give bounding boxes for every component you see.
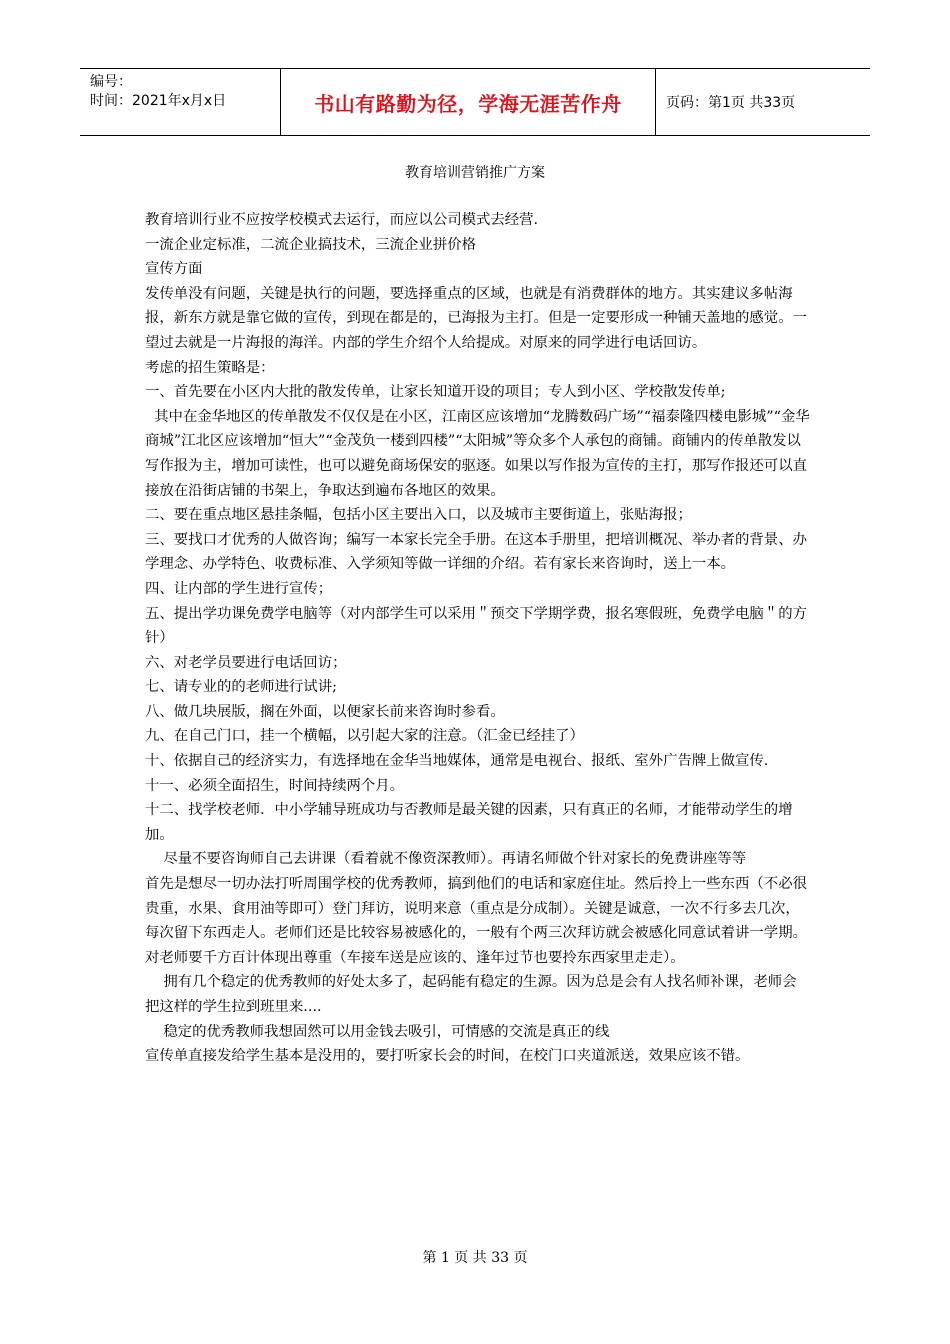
body-paragraph: 二、要在重点地区悬挂条幅，包括小区主要出入口，以及城市主要街道上，张贴海报； [145,507,692,524]
header-meta [80,69,280,135]
body-paragraph: 十、依据自己的经济实力，有选择地在金华当地媒体，通常是电视台、报纸、室外广告牌上做宣传. [145,753,769,770]
header-page-number: 页码：第1页 共33页 [666,95,796,111]
body-paragraph: 一、首先要在小区内大批的散发传单，让家长知道开设的项目；专人到小区、学校散发传单; [145,384,726,401]
body-paragraph: 宣传单直接发给学生基本是没用的，要打听家长会的时间，在校门口夹道派送，效果应该不错。 [145,1048,750,1065]
body-paragraph: 首先是想尽一切办法打听周围学校的优秀教师，搞到他们的电话和家庭住址。然后拎上一些东西（不必很贵重，水果、食用油等即可）登门拜访，说明来意（重点是分成制）。关键是诚意，一次不行多去几次，每次留下东西走人。老师们还是比较容易被感化的，一般有个两三次拜访就会被感化同意试着讲一学期。对老师要千方百计体现出尊重（车接车送是应该的、逢年过节也要拎东西家里走走）。 [145,876,807,966]
body-paragraph: 九、在自己门口，挂一个横幅，以引起大家的注意。（汇金已经挂了） [145,728,584,745]
body-paragraph: 八、做几块展版，搁在外面，以便家长前来咨询时参看。 [145,703,505,720]
body-paragraph: 教育培训行业不应按学校模式去运行，而应以公司模式去经营. [145,212,539,228]
body-paragraph: 考虑的招生策略是： [145,359,275,376]
body-paragraph: 一流企业定标准，二流企业搞技术，三流企业拼价格 [145,236,476,253]
body-paragraph: 十二、找学校老师．中小学辅导班成功与否教师是最关键的因素，只有真正的名师，才能带动学生的增加。 [145,802,793,843]
number-label: 编号： [90,74,132,90]
body-paragraph: 十一、必须全面招生，时间持续两个月。 [145,777,405,794]
body-paragraph: 三、要找口才优秀的人做咨询；编写一本家长完全手册。在这本手册里，把培训概况、举办者的背景、办学理念、办学特色、收费标准、入学须知等做一详细的介绍。若有家长来咨询时，送上一本。 [145,531,807,573]
body-paragraph: 五、提出学功课免费学电脑等（对内部学生可以采用＂预交下学期学费，报名寒假班，免费学电脑＂的方针） [145,605,807,647]
body-paragraph: 发传单没有问题，关键是执行的问题，要选择重点的区域，也就是有消费群体的地方。其实建议多帖海报，新东方就是靠它做的宣传，到现在都是的，已海报为主打。但是一定要形成一种铺天盖地的感觉。一望过去就是一片海报的海洋。内部的学生介绍个人给提成。对原来的同学进行电话回访。 [145,285,807,351]
body-paragraph: 七、请专业的的老师进行试讲; [145,679,337,696]
document-title: 教育培训营销推广方案 [405,165,545,181]
page-footer: 第 1 页 共 33 页 [422,1250,528,1266]
body-paragraph: 拥有几个稳定的优秀教师的好处太多了，起码能有稳定的生源。因为总是会有人找名师补课，老师会把这样的学生拉到班里来.... [145,974,797,1015]
document-body [145,208,810,1069]
header-motto: 书山有路勤为径，学海无涯苦作舟 [280,69,656,135]
body-paragraph: 其中在金华地区的传单散发不仅仅是在小区，江南区应该增加“龙腾数码广场”“福泰隆四楼电影城”“金华商城”江北区应该增加“恒大”“金茂负一楼到四楼”“太阳城”等众多个人承包的商铺。商铺内的传单散发以写作报为主，增加可读性，也可以避免商场保安的驱逐。如果以写作报为宣传的主打，那写作报还可以直接放在沿街店铺的书架上，争取达到遍布各地区的效果。 [145,408,810,499]
body-paragraph: 四、让内部的学生进行宣传； [145,580,333,597]
body-paragraph: 稳定的优秀教师我想固然可以用金钱去吸引，可情感的交流是真正的线 [145,1023,610,1040]
body-paragraph: 宣传方面 [145,261,203,278]
page-header [80,68,870,136]
body-paragraph: 六、对老学员要进行电话回访； [145,654,347,671]
date-label: 时间：2021年x月x日 [90,93,227,109]
body-paragraph: 尽量不要咨询师自己去讲课（看着就不像资深教师）。再请名师做个针对家长的免费讲座等等 [145,851,747,868]
